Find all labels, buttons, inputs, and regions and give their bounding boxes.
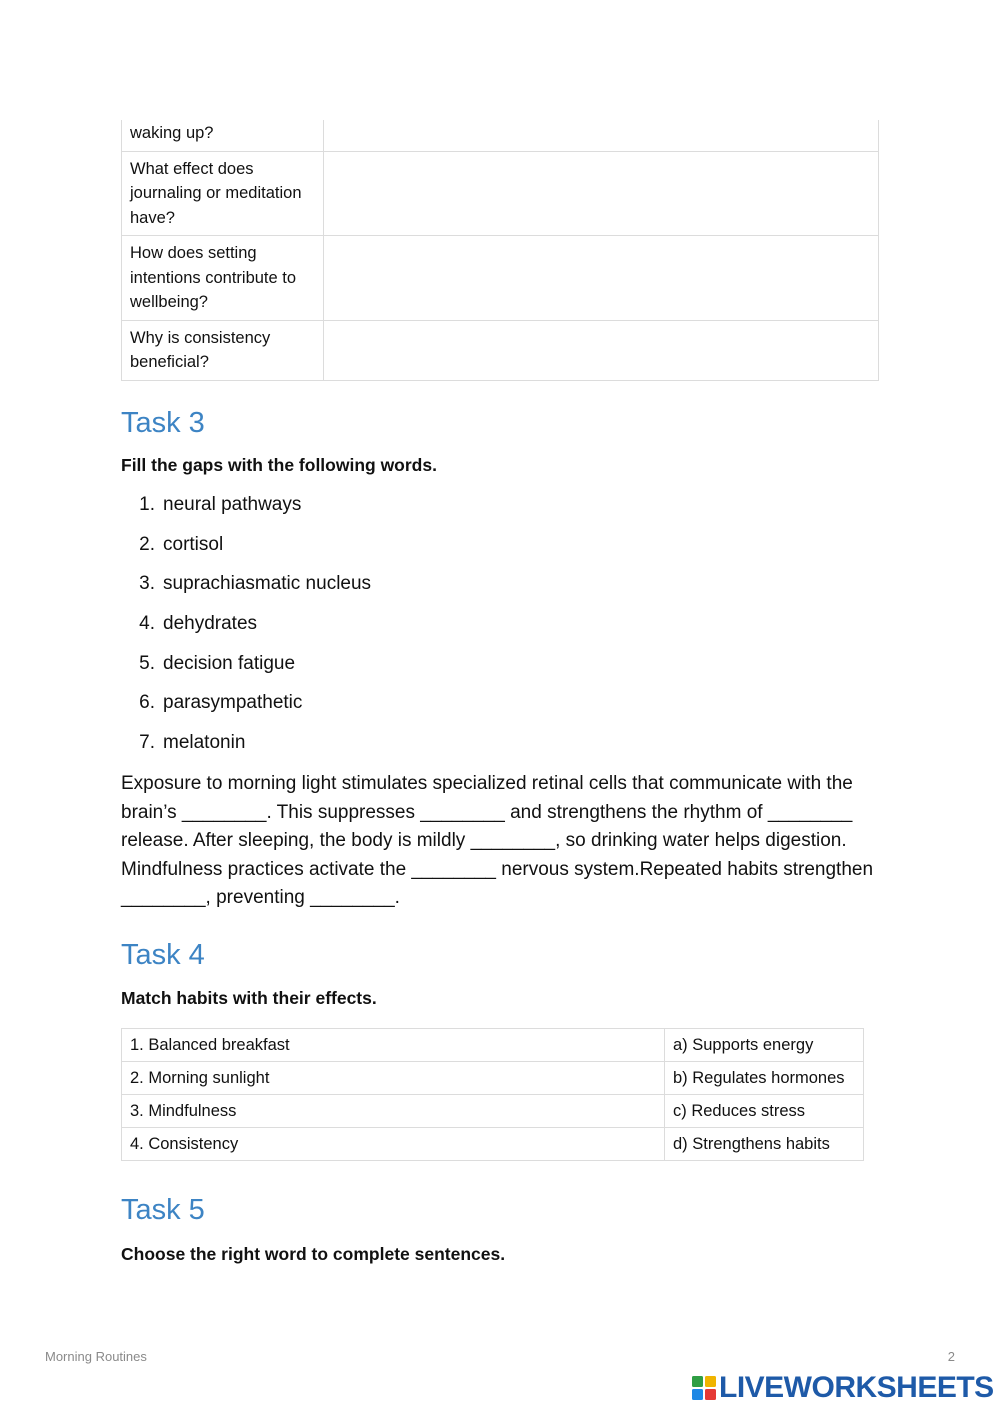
gap-blank[interactable]: ________ xyxy=(420,801,505,823)
task3-heading: Task 3 xyxy=(121,407,205,439)
habit-cell: 4. Consistency xyxy=(122,1128,665,1161)
list-item: 6. parasympathetic xyxy=(139,692,303,714)
table-row xyxy=(122,151,879,236)
answer-cell[interactable] xyxy=(324,151,879,236)
gap-blank[interactable]: ________ xyxy=(470,830,556,851)
answer-cell[interactable] xyxy=(324,320,879,380)
list-item: 7. melatonin xyxy=(139,732,246,754)
table-row xyxy=(122,1029,864,1062)
task4-heading: Task 4 xyxy=(121,939,205,971)
gap-blank[interactable]: ________ xyxy=(181,801,267,823)
table-row xyxy=(122,1095,864,1128)
list-item: 1. neural pathways xyxy=(139,494,302,515)
table-row xyxy=(122,320,879,380)
table-row xyxy=(122,1062,864,1095)
matching-table xyxy=(121,1028,864,1161)
effect-cell: c) Reduces stress xyxy=(665,1095,864,1128)
gap-blank[interactable]: ________ xyxy=(411,858,496,880)
table-row xyxy=(122,120,879,151)
list-item: 4. dehydrates xyxy=(139,613,258,635)
answer-cell[interactable] xyxy=(324,120,879,151)
question-cell: waking up? xyxy=(122,120,324,151)
gap-fill-paragraph: Exposure to morning light stimulates specialized retinal cells that communicate with the brain’s ________. This suppresses ________ and strengthens the rhythm of ________ release. After sleeping, the body is mildly ________, so drinking water helps digestion. Mindfulness practices activate the ________ nervous system.Repeated habits strengthen ________, preventing ________. xyxy=(121,773,874,908)
gap-blank[interactable]: ________ xyxy=(121,887,206,908)
habit-cell: 2. Morning sunlight xyxy=(122,1062,665,1095)
effect-cell: b) Regulates hormones xyxy=(665,1062,864,1095)
liveworksheets-logo-icon xyxy=(692,1376,716,1400)
brand-name: LIVEWORKSHEETS xyxy=(719,1371,994,1404)
effect-cell: d) Strengthens habits xyxy=(665,1128,864,1161)
effect-cell: a) Supports energy xyxy=(665,1029,864,1062)
task4-instruction: Match habits with their effects. xyxy=(121,988,377,1008)
gap-blank[interactable]: ________ xyxy=(310,887,395,908)
questions-table xyxy=(121,120,879,381)
gap-blank[interactable]: ________ xyxy=(767,801,853,823)
task5-instruction: Choose the right word to complete sentences. xyxy=(121,1244,506,1264)
list-item: 5. decision fatigue xyxy=(139,652,296,674)
word-bank-list xyxy=(121,492,371,770)
page-number: 2 xyxy=(947,1349,955,1364)
habit-cell: 3. Mindfulness xyxy=(122,1095,665,1128)
task3-instruction: Fill the gaps with the following words. xyxy=(121,455,437,475)
footer-title: Morning Routines xyxy=(45,1349,147,1364)
liveworksheets-brand[interactable] xyxy=(692,1372,994,1404)
list-item: 3. suprachiasmatic nucleus xyxy=(139,573,372,595)
question-cell: How does setting intentions contribute to wellbeing? xyxy=(122,236,324,321)
task5-heading: Task 5 xyxy=(121,1194,205,1226)
table-row xyxy=(122,236,879,321)
list-item: 2. cortisol xyxy=(139,533,224,555)
answer-cell[interactable] xyxy=(324,236,879,321)
question-cell: Why is consistency beneficial? xyxy=(122,320,324,380)
table-row xyxy=(122,1128,864,1161)
question-cell: What effect does journaling or meditation have? xyxy=(122,151,324,236)
habit-cell: 1. Balanced breakfast xyxy=(122,1029,665,1062)
